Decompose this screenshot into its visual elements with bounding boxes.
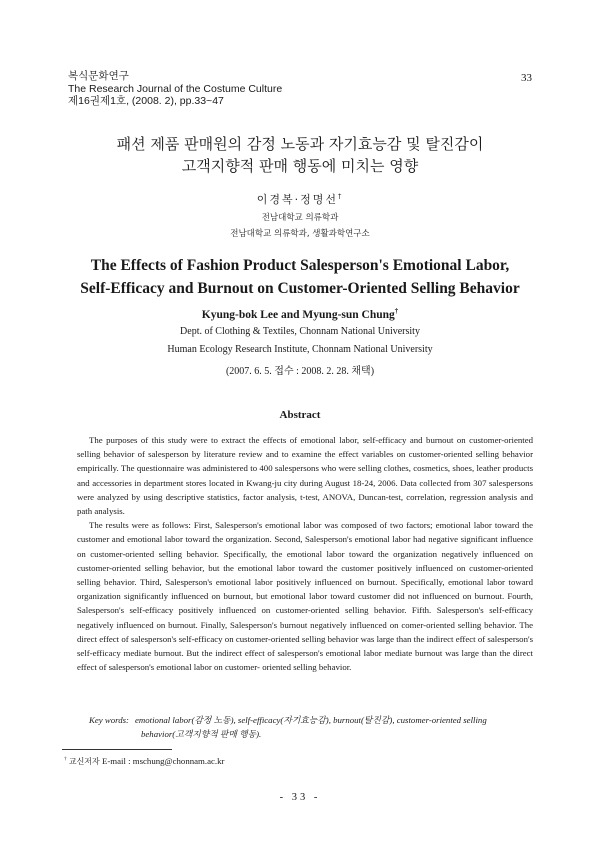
authors-en	[0, 308, 600, 321]
journal-name-kr: 복식문화연구	[68, 70, 129, 82]
page-number-top: 33	[521, 72, 532, 84]
authors-kr-mark: †	[337, 192, 344, 201]
affiliation-kr-1: 전남대학교 의류학과	[261, 213, 339, 223]
affiliation-en-1: Dept. of Clothing & Textiles, Chonnam National University	[180, 326, 420, 337]
journal-volume: 제16권제1호, (2008. 2), pp.33~47	[68, 95, 224, 107]
keywords	[89, 713, 533, 741]
footnote-divider	[62, 749, 172, 750]
title-kr	[0, 133, 600, 177]
affiliation-kr-2: 전남대학교 의류학과, 생활과학연구소	[230, 229, 370, 239]
title-kr-line1: 패션 제품 판매원의 감정 노동과 자기효능감 및 탈진감이	[116, 135, 484, 153]
abstract-heading: Abstract	[279, 409, 321, 421]
title-en-line1: The Effects of Fashion Product Salesperson's Emotional Labor,	[90, 257, 510, 274]
authors-en-mark: †	[394, 308, 399, 315]
journal-header	[68, 70, 282, 108]
footnote-mark: †	[64, 756, 67, 763]
abstract-body	[77, 433, 533, 674]
authors-kr	[0, 191, 600, 207]
received-dates: (2007. 6. 5. 접수 : 2008. 2. 28. 채택)	[225, 366, 375, 377]
title-en	[0, 254, 600, 300]
authors-kr-names: 이경복·정명선	[256, 193, 338, 206]
footnote	[64, 756, 224, 767]
title-kr-line2: 고객지향적 판매 행동에 미치는 영향	[181, 157, 419, 175]
affiliation-en-2: Human Ecology Research Institute, Chonnam National University	[167, 344, 433, 355]
abstract-paragraph-1: The purposes of this study were to extract the effects of emotional labor, self-efficacy and burnout on customer-oriented selling behavior of salesperson by literature review and to examine the effect variables on customer-oriented selling behavior empirically. The questionnaire was administered to 400 salespersons who were selling clothes, cosmetics, shoes, leather products and accessories in department stores located in Kwang-ju city during August 18-24, 2006. Data collected from 307 salespersons were analyzed by using descriptive statistics, factor analysis, t-test, ANOVA, Duncan-test, correlation, regression analysis and path analysis.	[77, 435, 533, 517]
footnote-email-label: E-mail :	[101, 756, 131, 766]
keywords-label: Key words:	[89, 715, 129, 725]
authors-en-names: Kyung-bok Lee and Myung-sun Chung	[201, 308, 395, 321]
footnote-label-kr: 교신저자	[68, 757, 100, 766]
title-en-line2: Self-Efficacy and Burnout on Customer-Oriented Selling Behavior	[80, 280, 520, 297]
abstract-paragraph-2: The results were as follows: First, Salesperson's emotional labor was composed of two factors; emotional labor toward the customer and emotional labor toward the organization. Second, Salesperson's emotional labor had negative significant influence on customer-oriented selling behavior. Specifically, the emotional labor toward the organization negatively influenced on customer-oriented selling behavior, but the emotional labor toward the customer positively influenced on customer-oriented selling behavior. Third, Salesperson's emotional labor positively influenced on burnout. Specifically, emotional labor toward organization significantly influenced on burnout, but emotional labor toward customer did not influenced on burnout. Fourth, Salesperson's self-efficacy positively influenced on customer-oriented selling behavior. Fifth. Salesperson's self-efficacy negatively influenced on burnout. Finally, Salesperson's burnout negatively influenced on comer-oriented selling behavior. The direct effect of salesperson's self-efficacy on customer-oriented selling behavior was large than the indirect effect of salesperson's self-efficacy mediate burnout. But the indirect effect of salesperson's emotional labor mediate burnout was large than the direct effect of salesperson's emotional labor on customer- oriented selling behavior.	[77, 520, 533, 673]
page-number-bottom: - 33 -	[279, 792, 321, 803]
keywords-line2: behavior(고객지향적 판매 행동).	[141, 729, 262, 739]
journal-name-en: The Research Journal of the Costume Culture	[68, 82, 283, 95]
keywords-line1: emotional labor(감정 노동), self-efficacy(자기효능감), burnout(탈진감), customer-oriented selling	[135, 715, 487, 725]
footnote-email: mschung@chonnam.ac.kr	[132, 756, 225, 766]
